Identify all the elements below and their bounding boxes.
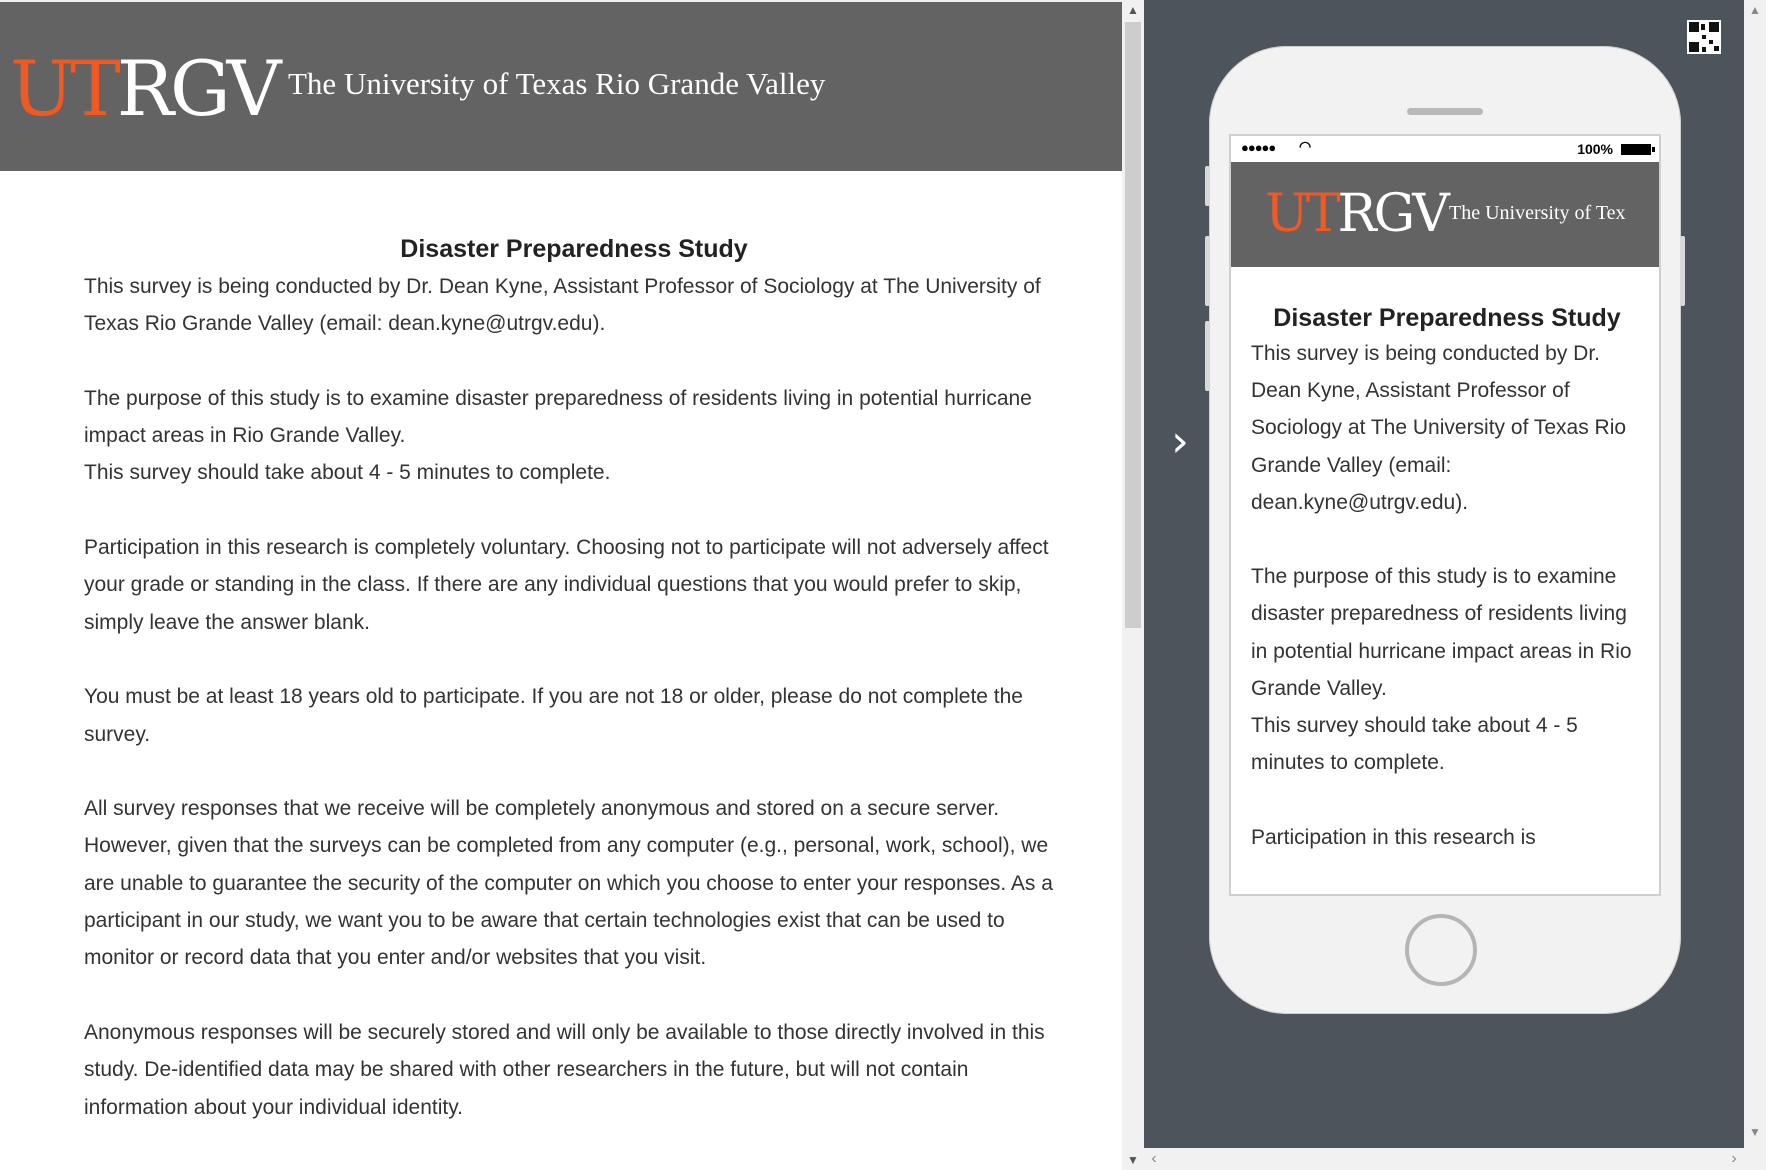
university-name: The University of Texas Rio Grande Valley — [288, 66, 826, 101]
duration-paragraph: This survey should take about 4 - 5 minutes to complete. — [84, 461, 611, 485]
scrollbar-thumb[interactable] — [1125, 22, 1141, 628]
phone-home-button — [1405, 914, 1477, 986]
preview-horizontal-scrollbar[interactable] — [1144, 1148, 1744, 1170]
purpose-paragraph: The purpose of this study is to examine disaster preparedness of residents living in potential hurricane impact areas in Rio Grande Valley. — [84, 386, 1032, 448]
mobile-university-name: The University of Tex — [1449, 202, 1626, 224]
survey-intro — [84, 234, 1064, 1163]
phone-frame — [1209, 46, 1681, 1014]
battery-icon — [1621, 144, 1651, 155]
anonymity-paragraph: Anonymous responses will be securely stored and will only be available to those directly involved in this study. De-identified data may be shared with other researchers in the future, but will not contain information about your individual identity. — [84, 1020, 1045, 1119]
scroll-down-arrow-icon[interactable]: ▼ — [1127, 1153, 1139, 1167]
voluntary-paragraph: Participation in this research is completely voluntary. Choosing not to participate will not adversely affect your grade or standing in the class. If there are any individual questions that you would prefer to skip, simply leave the answer blank. — [84, 536, 1049, 634]
preview-vertical-scrollbar[interactable] — [1744, 0, 1766, 1170]
signal-icon: ●●●●● — [1241, 140, 1276, 155]
header-banner — [0, 0, 1122, 171]
battery-percent: 100% — [1577, 141, 1613, 157]
qr-code-icon[interactable] — [1687, 20, 1721, 54]
preview-scroll-down-icon[interactable]: ▼ — [1749, 1125, 1761, 1139]
mobile-voluntary-paragraph: Participation in this research is — [1251, 825, 1536, 849]
phone-status-bar — [1231, 136, 1659, 162]
mobile-survey-title: Disaster Preparedness Study — [1273, 304, 1621, 332]
age-paragraph: You must be at least 18 years old to participate. If you are not 18 or older, please do not complete the survey. — [84, 685, 1023, 746]
intro-paragraph: This survey is being conducted by Dr. Dean Kyne, Assistant Professor of Sociology at The University of Texas Rio Grande Valley (email: dean.kyne@utrgv.edu). — [84, 275, 1041, 336]
collapse-preview-chevron-icon[interactable]: › — [1171, 416, 1189, 467]
mobile-preview-panel — [1144, 0, 1744, 1148]
phone-side-button — [1205, 321, 1210, 391]
phone-speaker — [1407, 108, 1483, 115]
phone-side-button — [1205, 166, 1210, 206]
mobile-survey-intro — [1251, 303, 1643, 893]
mobile-header-banner — [1231, 162, 1659, 267]
mobile-utrgv-logo: UTRGV — [1265, 184, 1447, 244]
wifi-icon: ◠ — [1299, 138, 1312, 154]
mobile-purpose-paragraph: The purpose of this study is to examine disaster preparedness of residents living in potential hurricane impact areas in Rio Grande Valley. — [1251, 565, 1632, 700]
survey-scrollbar[interactable] — [1122, 0, 1144, 1170]
scroll-up-arrow-icon[interactable]: ▲ — [1127, 3, 1139, 17]
scroll-left-arrow-icon[interactable]: ‹ — [1151, 1150, 1157, 1167]
utrgv-logo: UTRGV — [10, 44, 278, 133]
survey-title: Disaster Preparedness Study — [400, 235, 748, 263]
security-paragraph: All survey responses that we receive will be completely anonymous and stored on a secure server. However, given that the surveys can be completed from any computer (e.g., personal, work, school), we are unable to guarantee the security of the computer on which you choose to enter your responses. As a participant in our study, we want you to be aware that certain technologies exist that can be used to monitor or record data that you enter and/or websites that you visit. — [84, 797, 1053, 970]
scroll-right-arrow-icon[interactable]: › — [1731, 1150, 1737, 1167]
mobile-intro-paragraph: This survey is being conducted by Dr. Dean Kyne, Assistant Professor of Sociology at The University of Texas Rio Grande Valley (email: dean.kyne@utrgv.edu). — [1251, 342, 1627, 514]
mobile-duration-paragraph: This survey should take about 4 - 5 minutes to complete. — [1251, 714, 1578, 775]
phone-screen[interactable] — [1229, 134, 1661, 896]
phone-side-button — [1205, 236, 1210, 306]
preview-scroll-up-icon[interactable]: ▲ — [1749, 3, 1761, 17]
phone-side-button — [1680, 236, 1685, 306]
